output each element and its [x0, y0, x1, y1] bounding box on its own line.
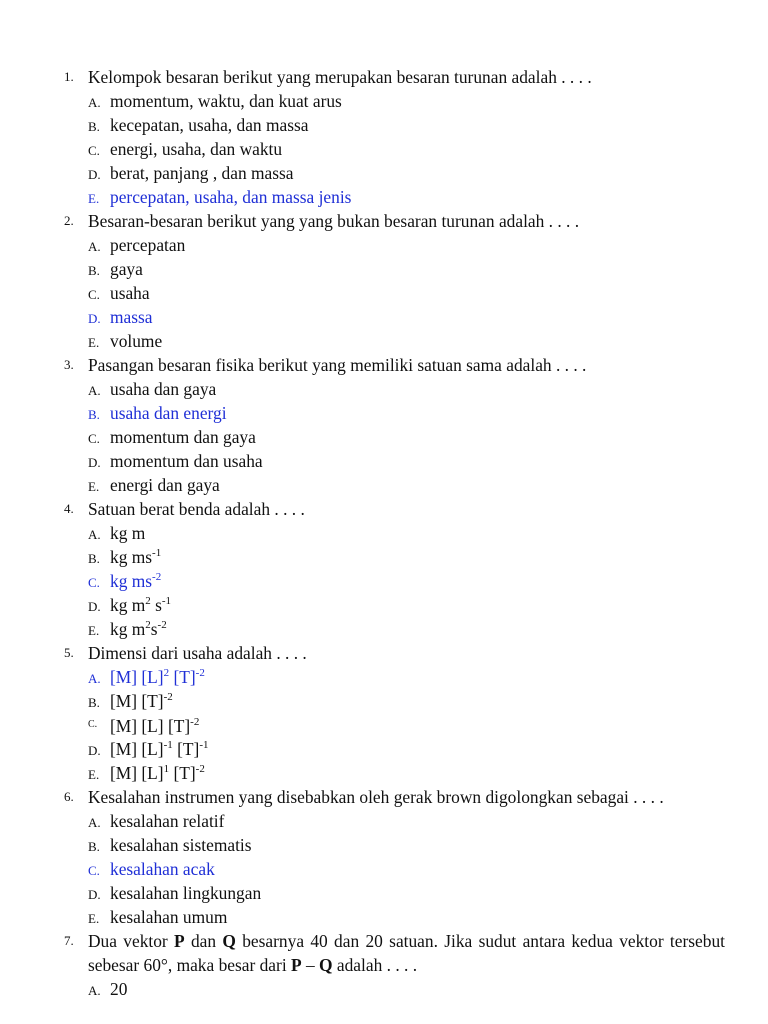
text-run: [T]	[169, 763, 196, 783]
text-run: s	[150, 595, 162, 615]
answer-option	[88, 905, 227, 931]
answer-option	[88, 401, 227, 427]
option-text	[110, 547, 161, 567]
answer-option	[88, 713, 199, 738]
option-letter: C.	[88, 143, 100, 158]
answer-option	[88, 545, 161, 571]
option-letter: C.	[88, 863, 100, 878]
vector-symbol: Q	[222, 931, 236, 951]
option-text: momentum dan gaya	[110, 427, 256, 447]
question-text	[88, 929, 725, 977]
question-number: 2.	[64, 213, 74, 228]
text-run: Dua vektor	[88, 931, 175, 951]
superscript: 2	[145, 619, 151, 631]
option-text: kg m	[110, 523, 146, 543]
text-run: adalah . . . .	[332, 955, 418, 975]
option-text	[110, 619, 167, 639]
superscript: 2	[163, 667, 170, 679]
option-text: gaya	[110, 259, 143, 279]
option-letter: C.	[88, 719, 98, 730]
option-text: momentum, waktu, dan kuat arus	[110, 91, 342, 111]
option-text: massa	[110, 307, 153, 327]
superscript: -1	[163, 739, 173, 751]
superscript: 2	[145, 595, 151, 607]
option-text: usaha	[110, 283, 150, 303]
option-letter: A.	[88, 671, 101, 686]
superscript: -1	[152, 547, 162, 559]
option-text: kecepatan, usaha, dan massa	[110, 115, 309, 135]
text-run: [M] [L]	[110, 763, 164, 783]
option-letter: E.	[88, 191, 100, 206]
option-letter: D.	[88, 743, 101, 758]
answer-option	[88, 521, 145, 547]
answer-option	[88, 449, 263, 475]
superscript: -2	[163, 691, 173, 703]
option-letter: A.	[88, 983, 101, 998]
option-letter: B.	[88, 839, 100, 854]
option-letter: E.	[88, 479, 100, 494]
option-text: kesalahan sistematis	[110, 835, 252, 855]
option-text: kesalahan acak	[110, 859, 215, 879]
option-letter: A.	[88, 527, 101, 542]
question-text: Kelompok besaran berikut yang merupakan besaran turunan adalah . . . .	[88, 67, 592, 87]
option-text: momentum dan usaha	[110, 451, 263, 471]
option-text: energi dan gaya	[110, 475, 220, 495]
option-text: percepatan, usaha, dan massa jenis	[110, 187, 352, 207]
option-letter: D.	[88, 599, 101, 614]
answer-option	[88, 473, 220, 499]
option-letter: B.	[88, 119, 100, 134]
text-run: besarnya 40 dan 20 satuan. Jika sudut antara kedua vektor tersebut sebesar 60°, maka besar dari	[88, 931, 725, 975]
answer-option	[88, 233, 185, 259]
question-number: 1.	[64, 69, 74, 84]
option-text: kesalahan relatif	[110, 811, 225, 831]
superscript: -2	[195, 667, 205, 679]
answer-option	[88, 113, 308, 139]
option-text	[110, 595, 171, 615]
answer-option	[88, 89, 342, 115]
question-text: Kesalahan instrumen yang disebabkan oleh gerak brown digolongkan sebagai . . . .	[88, 787, 664, 807]
option-letter: B.	[88, 551, 100, 566]
answer-option	[88, 881, 261, 907]
answer-option	[88, 281, 150, 307]
option-text	[110, 763, 205, 783]
superscript: -1	[199, 739, 209, 751]
option-letter: B.	[88, 263, 100, 278]
answer-option	[88, 569, 161, 595]
answer-option	[88, 593, 171, 619]
question-text: Dimensi dari usaha adalah . . . .	[88, 643, 307, 663]
text-run: [T]	[172, 739, 200, 759]
vector-symbol: Q	[319, 955, 333, 975]
option-text	[110, 716, 199, 736]
question-text: Pasangan besaran fisika berikut yang memiliki satuan sama adalah . . . .	[88, 355, 587, 375]
option-text	[110, 739, 209, 759]
text-run: s	[150, 619, 158, 639]
question-text: Besaran-besaran berikut yang yang bukan besaran turunan adalah . . . .	[88, 211, 580, 231]
option-letter: B.	[88, 695, 100, 710]
option-letter: A.	[88, 383, 101, 398]
vector-symbol: P	[174, 931, 185, 951]
option-letter: C.	[88, 431, 100, 446]
option-letter: E.	[88, 767, 100, 782]
text-run: kg m	[110, 619, 146, 639]
superscript: 1	[163, 763, 170, 775]
answer-option	[88, 377, 216, 403]
option-text	[110, 691, 173, 711]
text-run: [M] [L]	[110, 667, 164, 687]
option-letter: A.	[88, 239, 101, 254]
option-text: volume	[110, 331, 163, 351]
answer-option	[88, 737, 209, 763]
option-letter: E.	[88, 623, 100, 638]
option-letter: D.	[88, 455, 101, 470]
option-text: kesalahan umum	[110, 907, 228, 927]
option-letter: D.	[88, 887, 101, 902]
answer-option	[88, 617, 167, 643]
option-letter: D.	[88, 311, 101, 326]
option-letter: A.	[88, 95, 101, 110]
option-text: usaha dan energi	[110, 403, 227, 423]
answer-option	[88, 689, 173, 715]
question-text: Satuan berat benda adalah . . . .	[88, 499, 305, 519]
option-text	[110, 667, 205, 687]
option-text	[110, 571, 161, 591]
option-letter: B.	[88, 407, 100, 422]
text-run: [M] [L]	[110, 739, 164, 759]
answer-option	[88, 665, 205, 691]
superscript: -2	[190, 716, 200, 728]
superscript: -2	[152, 571, 162, 583]
option-letter: D.	[88, 167, 101, 182]
option-letter: C.	[88, 287, 100, 302]
answer-option	[88, 161, 294, 187]
text-run: –	[301, 955, 320, 975]
answer-option	[88, 425, 256, 451]
text-run: [T]	[169, 667, 196, 687]
answer-option	[88, 329, 162, 355]
option-text: percepatan	[110, 235, 186, 255]
text-run: dan	[184, 931, 223, 951]
text-run: kg m	[110, 595, 146, 615]
answer-option	[88, 761, 205, 787]
answer-option	[88, 833, 252, 859]
option-text: kesalahan lingkungan	[110, 883, 262, 903]
question-number: 7.	[64, 933, 74, 948]
option-letter: E.	[88, 911, 100, 926]
vector-symbol: P	[291, 955, 302, 975]
superscript: -2	[157, 619, 167, 631]
option-letter: C.	[88, 575, 100, 590]
text-run: kg ms	[110, 571, 153, 591]
option-letter: E.	[88, 335, 100, 350]
answer-option	[88, 257, 143, 283]
question-number: 5.	[64, 645, 74, 660]
option-letter: A.	[88, 815, 101, 830]
answer-option	[88, 977, 127, 1003]
answer-option	[88, 185, 351, 211]
question-number: 6.	[64, 789, 74, 804]
question-number: 4.	[64, 501, 74, 516]
answer-option	[88, 857, 215, 883]
option-text: usaha dan gaya	[110, 379, 217, 399]
text-run: [M] [T]	[110, 691, 164, 711]
answer-option	[88, 305, 153, 331]
text-run: kg ms	[110, 547, 153, 567]
answer-option	[88, 809, 224, 835]
option-text: 20	[110, 979, 128, 999]
superscript: -2	[195, 763, 205, 775]
option-text: berat, panjang , dan massa	[110, 163, 294, 183]
question-number: 3.	[64, 357, 74, 372]
answer-option	[88, 137, 282, 163]
text-run: [M] [L] [T]	[110, 716, 191, 736]
option-text: energi, usaha, dan waktu	[110, 139, 283, 159]
superscript: -1	[161, 595, 172, 607]
